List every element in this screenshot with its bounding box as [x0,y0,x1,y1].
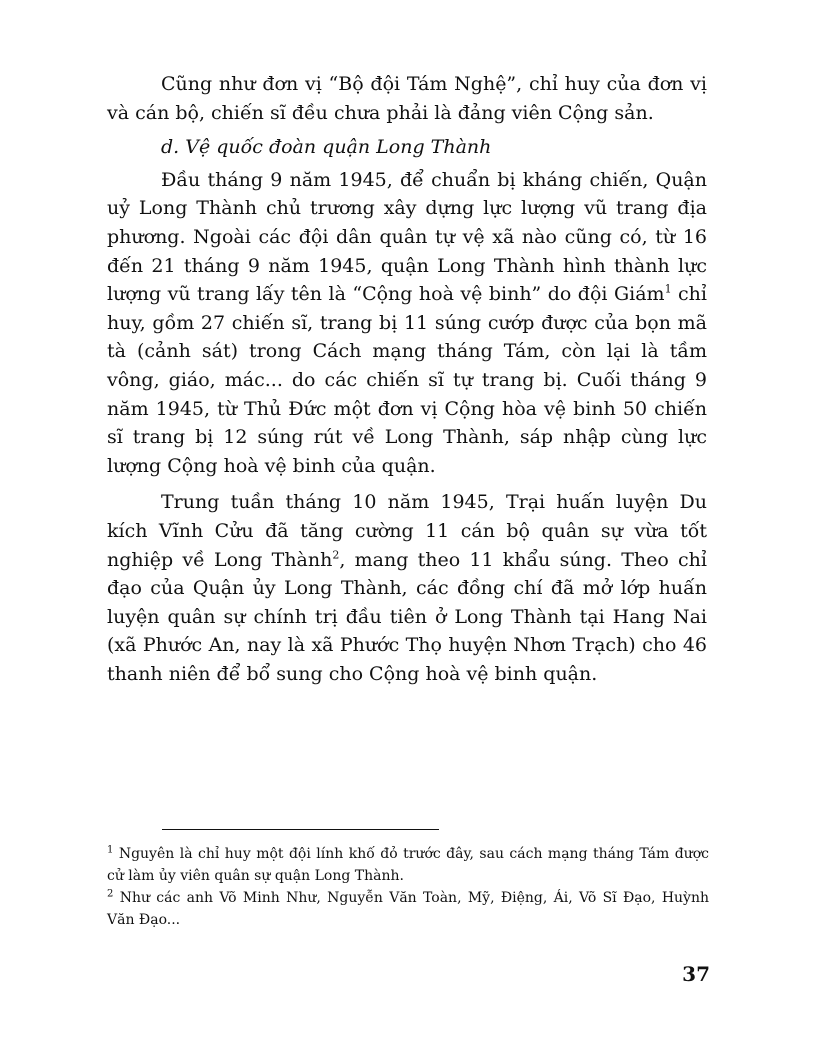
paragraph-3-text-b: , mang theo 11 khẩu súng. Theo chỉ đạo của Quận ủy Long Thành, các đồng chí đã mở lớp huấn luyện quân sự chính trị đầu tiên ở Long Thành tại Hang Nai (xã Phước An, nay là xã Phước Thọ huyện Nhơn Trạch) cho 46 thanh niên để bổ sung cho Cộng hoà vệ binh quận. [107,548,707,685]
footnotes [107,843,709,931]
footnote-1-mark: 1 [107,844,114,856]
paragraph-3-text-a: Trung tuần tháng 10 năm 1945, Trại huấn luyện Du kích Vĩnh Cửu đã tăng cường 11 cán bộ quân sự vừa tốt nghiệp về Long Thành [107,491,707,571]
paragraph-1: Cũng như đơn vị “Bộ đội Tám Nghệ”, chỉ huy của đơn vị và cán bộ, chiến sĩ đều chưa phải là đảng viên Cộng sản. [107,73,707,124]
footnote-ref-1: 1 [664,282,672,296]
footnote-1 [107,843,709,887]
footnote-2-mark: 2 [107,888,114,900]
paragraph-2-text-a: Đầu tháng 9 năm 1945, để chuẩn bị kháng chiến, Quận uỷ Long Thành chủ trương xây dựng lực lượng vũ trang địa phương. Ngoài các đội dân quân tự vệ xã nào cũng có, từ 16 đến 21 tháng 9 năm 1945, quận Long Thành hình thành lực lượng vũ trang lấy tên là “Cộng hoà vệ binh” do đội Giám [107,168,707,306]
footnote-2 [107,887,709,931]
footnote-ref-2: 2 [332,548,340,562]
paragraph-3 [107,488,707,688]
section-heading: d. Vệ quốc đoàn quận Long Thành [161,136,492,159]
main-text [107,70,707,688]
footnote-divider [162,829,439,830]
page-number: 37 [682,962,710,986]
paragraph-2-text-b: chỉ huy, gồm 27 chiến sĩ, trang bị 11 súng cướp được của bọn mã tà (cảnh sát) trong Cách mạng tháng Tám, còn lại là tầm vông, giáo, mác... do các chiến sĩ tự trang bị. Cuối tháng 9 năm 1945, từ Thủ Đức một đơn vị Cộng hòa vệ binh 50 chiến sĩ trang bị 12 súng rút về Long Thành, sáp nhập cùng lực lượng Cộng hoà vệ binh của quận. [107,283,707,477]
footnote-2-text: Như các anh Võ Minh Như, Nguyễn Văn Toàn, Mỹ, Điệng, Ái, Võ Sĩ Đạo, Huỳnh Văn Đạo... [107,890,709,928]
footnote-1-text: Nguyên là chỉ huy một đội lính khố đỏ trước đây, sau cách mạng tháng Tám được cử làm ủy viên quân sự quận Long Thành. [107,846,709,884]
paragraph-2 [107,166,707,481]
